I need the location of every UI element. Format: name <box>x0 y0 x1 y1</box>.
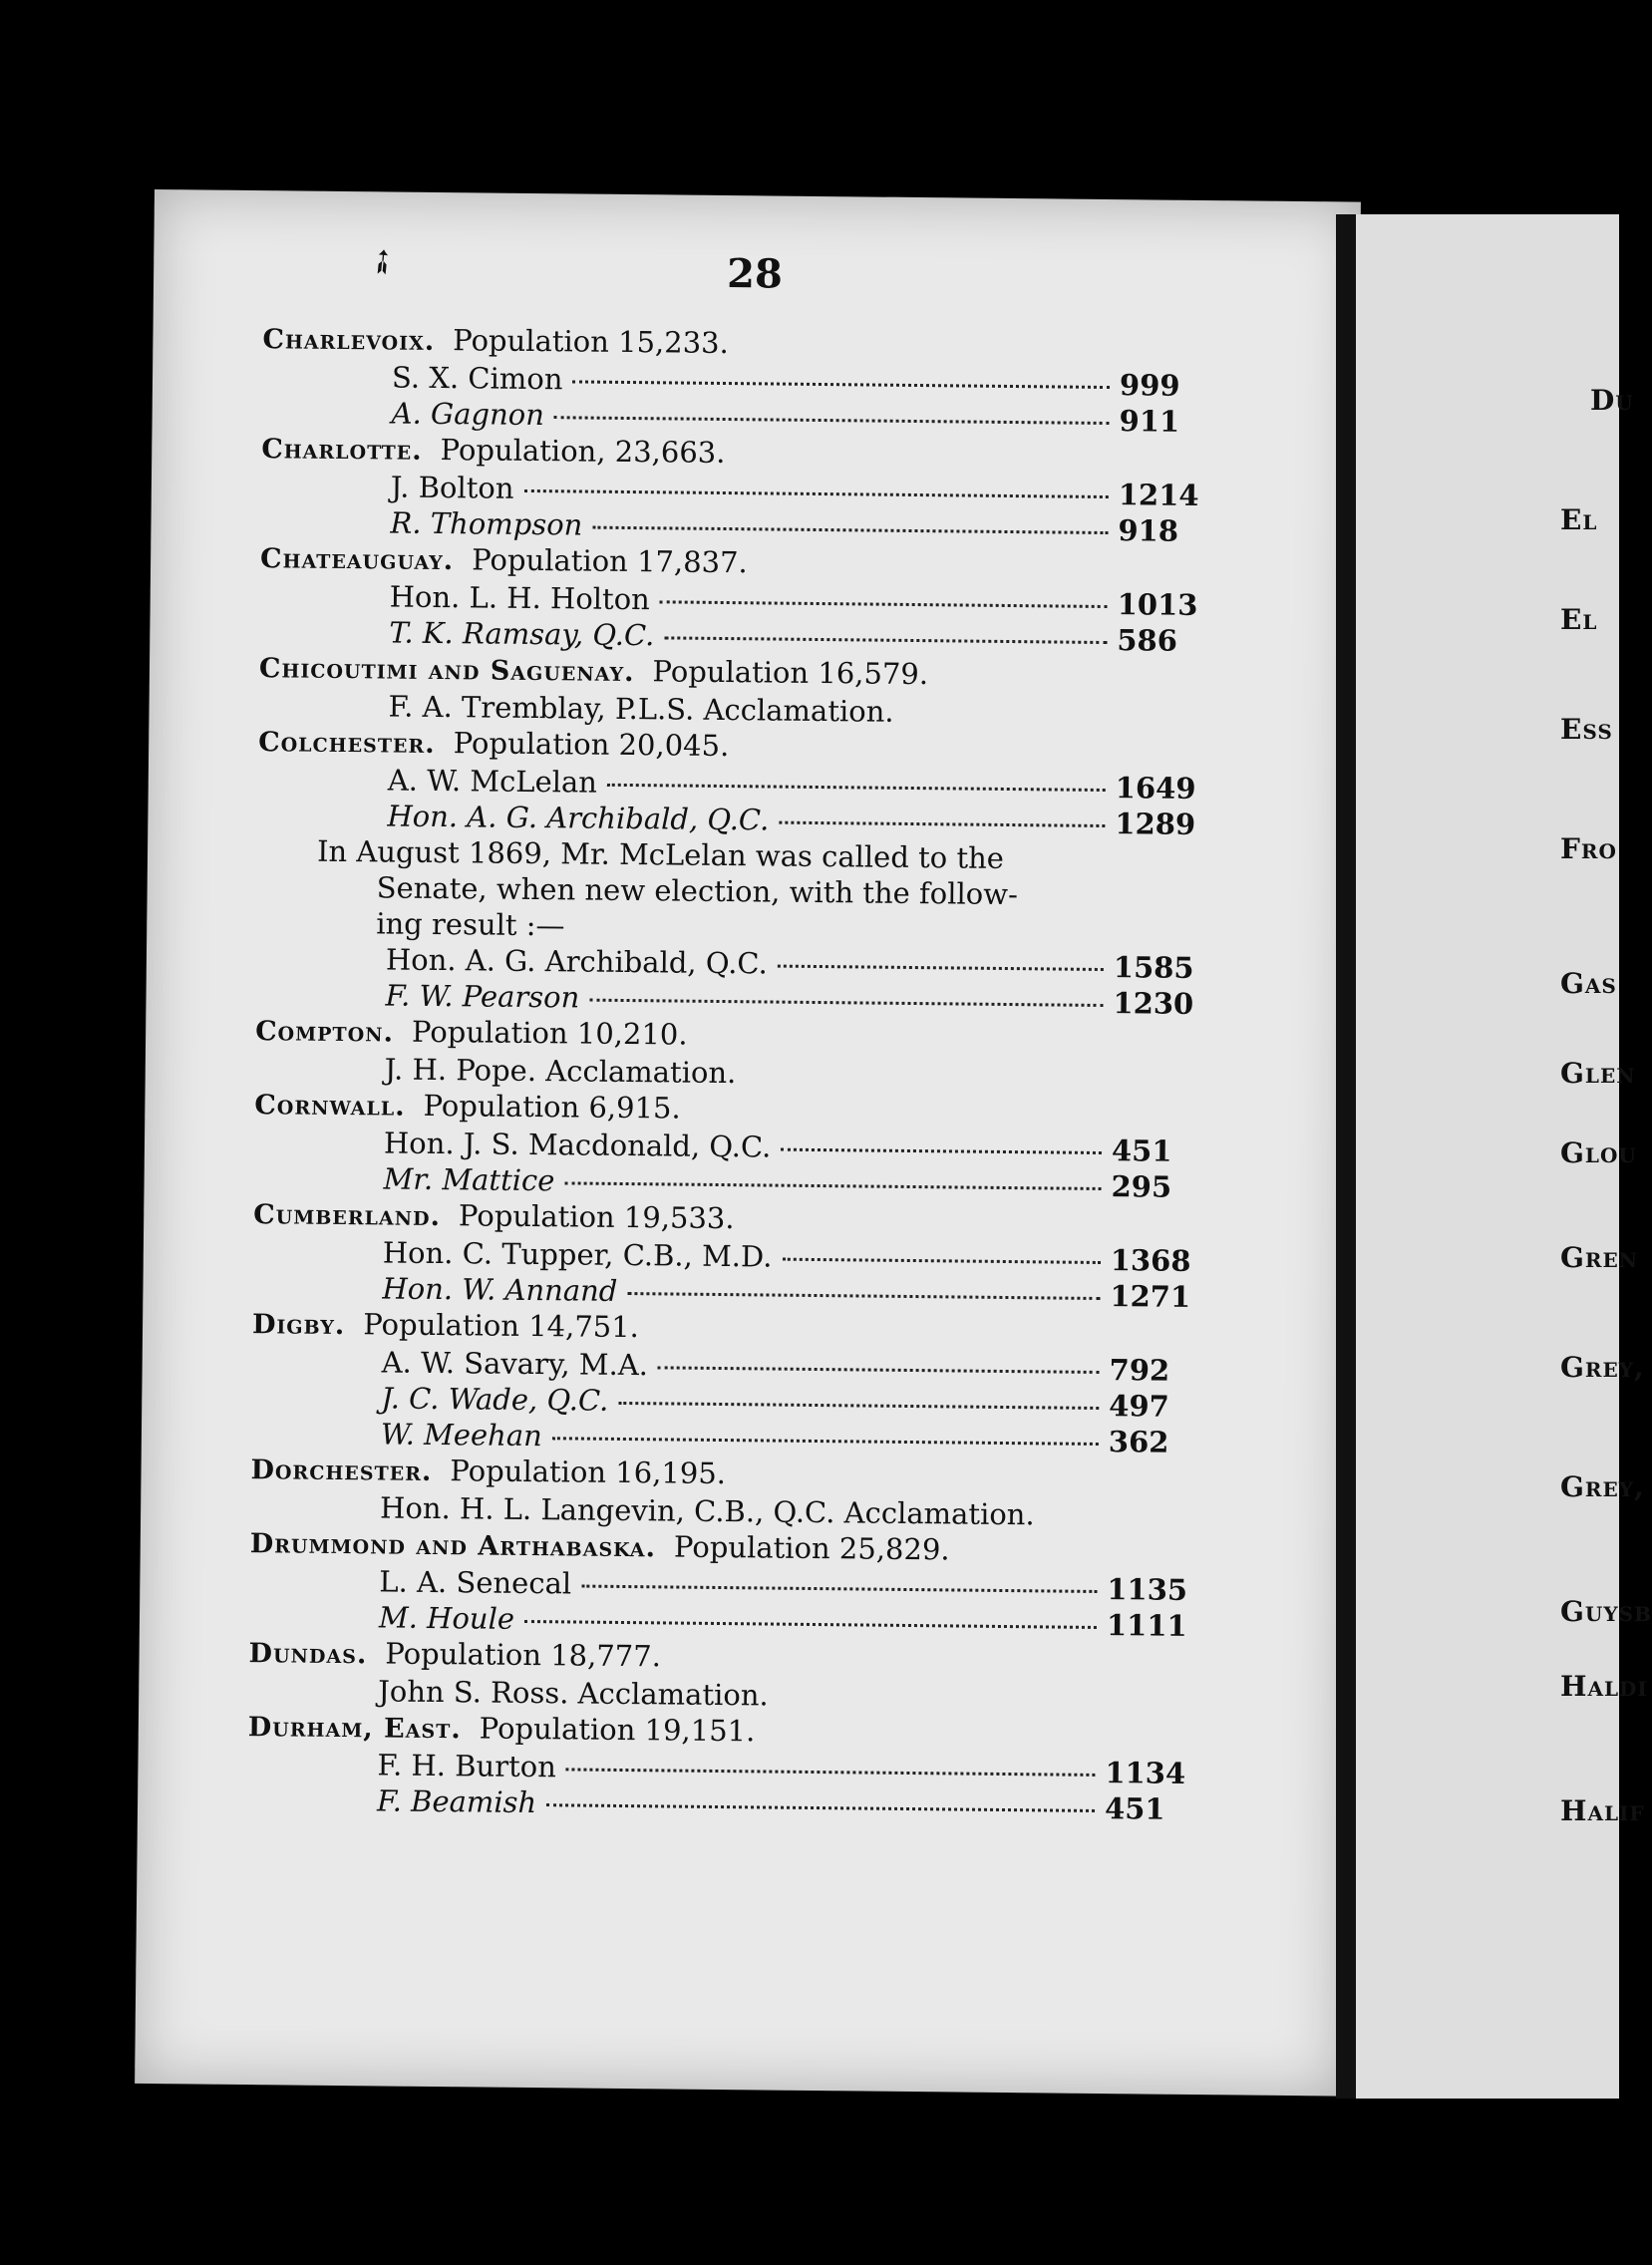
candidate-name: W. Meehan <box>380 1417 542 1454</box>
vote-count: 1271 <box>1110 1279 1191 1314</box>
acclamation-line: John S. Ross. Acclamation. <box>378 1674 769 1713</box>
candidate-name: R. Thompson <box>390 505 583 542</box>
dot-leader <box>627 1292 1100 1300</box>
candidate-name: F. H. Burton <box>377 1748 557 1784</box>
candidate-name: Hon. C. Tupper, C.B., M.D. <box>382 1235 773 1274</box>
candidate-name: Mr. Mattice <box>383 1161 555 1198</box>
facing-page-heading: Haldi <box>1560 1670 1648 1703</box>
candidate-name: T. K. Ramsay, Q.C. <box>389 615 655 653</box>
constituency-name: Cornwall. <box>254 1090 406 1123</box>
note-line: ing result :— <box>376 906 565 943</box>
dot-leader <box>660 600 1108 608</box>
dot-leader <box>566 1768 1096 1777</box>
population: Population 16,579. <box>652 654 929 692</box>
facing-page <box>1356 214 1652 2099</box>
candidate-name: J. C. Wade, Q.C. <box>381 1381 609 1418</box>
facing-page-heading: El <box>1560 603 1598 636</box>
dot-leader <box>607 784 1106 792</box>
facing-page-heading: Grey, <box>1560 1470 1645 1503</box>
candidate-name: L. A. Senecal <box>379 1564 572 1601</box>
constituency-name: Cumberland. <box>253 1199 442 1233</box>
candidate-name: F. Beamish <box>376 1783 537 1820</box>
candidate-name: Hon. A. G. Archibald, Q.C. <box>385 942 768 981</box>
acclamation-line: J. H. Pope. Acclamation. <box>384 1052 737 1091</box>
candidate-name: Hon. A. G. Archibald, Q.C. <box>387 799 770 837</box>
facing-page-heading: Guysb <box>1560 1595 1652 1628</box>
candidate-name: A. W. Savary, M.A. <box>381 1345 649 1383</box>
vote-count: 918 <box>1118 513 1179 548</box>
dot-leader <box>589 999 1103 1007</box>
candidate-name: J. Bolton <box>390 470 514 505</box>
population: Population 10,210. <box>411 1014 688 1052</box>
constituency-name: Dundas. <box>248 1638 368 1671</box>
facing-page-heading: Ess <box>1560 713 1613 746</box>
population: Population 19,151. <box>479 1711 756 1749</box>
facing-page-heading: Glen <box>1560 1057 1636 1090</box>
constituency-name: Charlotte. <box>261 434 423 467</box>
vote-count: 362 <box>1108 1425 1169 1459</box>
vote-count: 1585 <box>1113 950 1194 985</box>
page-number: 28 <box>726 250 784 298</box>
dot-leader <box>781 1148 1102 1154</box>
vote-count: 1111 <box>1106 1608 1187 1643</box>
facing-page-heading: Du <box>1590 384 1634 417</box>
dot-leader <box>546 1803 1095 1812</box>
facing-page-heading: Glou <box>1560 1136 1637 1169</box>
facing-page-heading: Gren <box>1560 1241 1639 1274</box>
constituency-name: Charlevoix. <box>262 324 436 357</box>
acclamation-line: Hon. H. L. Langevin, C.B., Q.C. Acclamation. <box>379 1490 1035 1532</box>
dot-leader <box>779 821 1105 827</box>
pen-mark: ➶ <box>358 236 407 286</box>
population: Population 16,195. <box>450 1454 727 1491</box>
candidate-name: A. W. McLelan <box>387 763 598 800</box>
dot-leader <box>592 526 1108 534</box>
dot-leader <box>552 1437 1099 1446</box>
election-results-list <box>247 320 1260 1827</box>
vote-count: 999 <box>1119 368 1180 403</box>
note-line: Senate, when new election, with the follow- <box>376 870 1019 912</box>
vote-count: 1134 <box>1105 1756 1186 1790</box>
dot-leader <box>524 1620 1097 1629</box>
population: Population 18,777. <box>385 1636 662 1674</box>
vote-count: 1013 <box>1117 587 1198 622</box>
candidate-name: S. X. Cimon <box>391 360 563 397</box>
constituency-name: Drummond and Arthabaska. <box>249 1528 657 1564</box>
vote-count: 295 <box>1111 1169 1172 1204</box>
candidate-name: Hon. J. S. Macdonald, Q.C. <box>383 1126 772 1164</box>
population: Population 17,837. <box>471 542 748 580</box>
dot-leader <box>782 1258 1100 1264</box>
population: Population 25,829. <box>673 1529 950 1567</box>
book-spine <box>1336 214 1356 2099</box>
population: Population 14,751. <box>363 1307 640 1345</box>
constituency-name: Dorchester. <box>250 1455 433 1487</box>
facing-page-heading: Gas <box>1560 967 1617 1000</box>
constituency-name: Colchester. <box>258 727 436 760</box>
population: Population 15,233. <box>453 323 729 361</box>
dot-leader <box>564 1181 1101 1190</box>
candidate-name: F. W. Pearson <box>385 978 580 1015</box>
vote-count: 451 <box>1104 1791 1165 1826</box>
constituency-name: Compton. <box>254 1016 395 1049</box>
vote-count: 586 <box>1117 623 1178 658</box>
candidate-name: A. Gagnon <box>391 396 545 433</box>
dot-leader <box>664 636 1107 644</box>
note-line: In August 1869, Mr. McLelan was called to the <box>316 833 1005 875</box>
vote-count: 1649 <box>1115 771 1196 806</box>
candidate-row <box>377 1782 1164 1826</box>
vote-count: 1230 <box>1113 986 1194 1021</box>
by-election-note <box>316 833 1035 949</box>
population: Population 19,533. <box>458 1198 735 1236</box>
facing-page-heading: Fro <box>1560 832 1617 865</box>
vote-count: 1289 <box>1115 807 1196 841</box>
facing-page-heading: Grey, <box>1560 1351 1645 1384</box>
constituency-name: Chateauguay. <box>259 543 455 577</box>
population: Population 20,045. <box>453 726 730 764</box>
dot-leader <box>523 489 1108 498</box>
population: Population 6,915. <box>423 1088 681 1126</box>
constituency-name: Digby. <box>251 1309 346 1342</box>
candidate-name: Hon. L. H. Holton <box>389 579 651 617</box>
population: Population, 23,663. <box>440 433 726 471</box>
vote-count: 1135 <box>1107 1572 1188 1607</box>
vote-count: 1368 <box>1110 1243 1191 1278</box>
dot-leader <box>778 965 1104 971</box>
book-page <box>135 189 1361 2097</box>
candidate-name: Hon. W. Annand <box>382 1271 618 1308</box>
acclamation-line: F. A. Tremblay, P.L.S. Acclamation. <box>388 689 894 729</box>
dot-leader <box>572 380 1110 389</box>
vote-count: 451 <box>1111 1133 1172 1168</box>
dot-leader <box>554 416 1110 425</box>
facing-page-heading: Halif <box>1560 1794 1645 1827</box>
dot-leader <box>581 1585 1097 1593</box>
constituency-name: Chicoutimi and Saguenay. <box>258 653 635 689</box>
dot-leader <box>618 1402 1099 1410</box>
vote-count: 1214 <box>1118 478 1199 512</box>
facing-page-heading: El <box>1560 503 1598 536</box>
vote-count: 792 <box>1109 1353 1170 1388</box>
constituency-name: Durham, East. <box>247 1712 462 1746</box>
vote-count: 497 <box>1109 1389 1169 1424</box>
candidate-name: M. Houle <box>378 1600 515 1636</box>
dot-leader <box>658 1366 1100 1374</box>
vote-count: 911 <box>1119 404 1180 439</box>
